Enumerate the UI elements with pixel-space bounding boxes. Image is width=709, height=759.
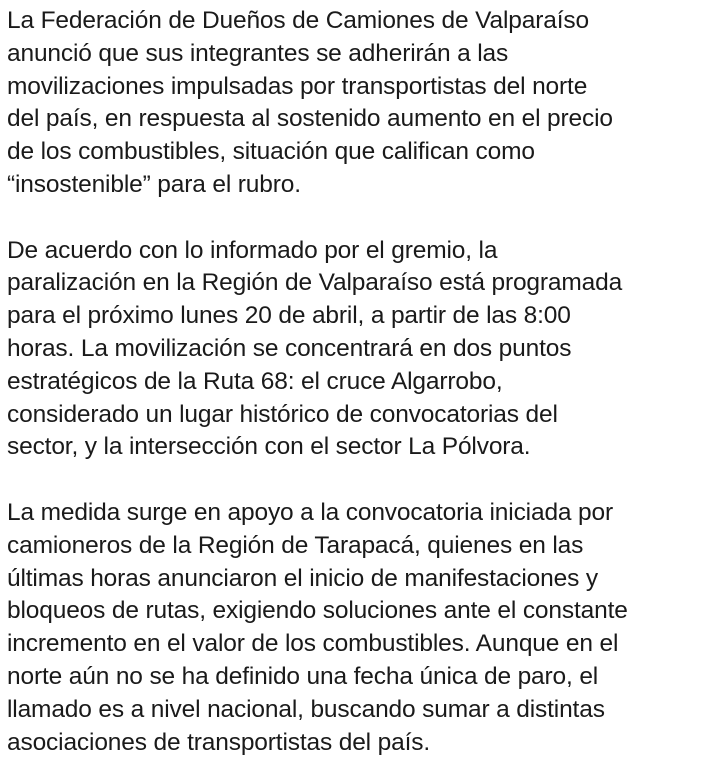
paragraph-line: camioneros de la Región de Tarapacá, quienes en las <box>7 531 584 559</box>
paragraph-line: anunció que sus integrantes se adherirán a las <box>7 39 509 67</box>
paragraph-spacer <box>7 464 707 497</box>
paragraph-line: estratégicos de la Ruta 68: el cruce Algarrobo, <box>7 367 503 395</box>
paragraph-line: de los combustibles, situación que califican como <box>7 138 535 166</box>
paragraph-2 <box>7 235 707 465</box>
paragraph-line: sector, y la intersección con el sector La Pólvora. <box>7 433 531 461</box>
paragraph-line: asociaciones de transportistas del país. <box>7 728 430 756</box>
article-body <box>7 5 707 759</box>
paragraph-line: norte aún no se ha definido una fecha única de paro, el <box>7 662 599 690</box>
paragraph-line: del país, en respuesta al sostenido aumento en el precio <box>7 105 613 133</box>
paragraph-line: La Federación de Dueños de Camiones de Valparaíso <box>7 7 589 34</box>
paragraph-line: para el próximo lunes 20 de abril, a partir de las 8:00 <box>7 302 571 330</box>
paragraph-line: incremento en el valor de los combustibles. Aunque en el <box>7 630 619 658</box>
paragraph-line: llamado es a nivel nacional, buscando sumar a distintas <box>7 695 605 723</box>
paragraph-3 <box>7 497 707 759</box>
paragraph-line: bloqueos de rutas, exigiendo soluciones ante el constante <box>7 597 628 625</box>
paragraph-line: considerado un lugar histórico de convocatorias del <box>7 400 558 428</box>
paragraph-line: últimas horas anunciaron el inicio de manifestaciones y <box>7 564 598 592</box>
paragraph-line: movilizaciones impulsadas por transportistas del norte <box>7 72 588 100</box>
paragraph-line: horas. La movilización se concentrará en dos puntos <box>7 334 572 362</box>
paragraph-line: “insostenible” para el rubro. <box>7 170 301 198</box>
paragraph-line: La medida surge en apoyo a la convocatoria iniciada por <box>7 498 614 526</box>
paragraph-spacer <box>7 202 707 235</box>
paragraph-line: De acuerdo con lo informado por el gremio, la <box>7 236 498 264</box>
paragraph-line: paralización en la Región de Valparaíso está programada <box>7 269 623 297</box>
paragraph-1 <box>7 5 707 202</box>
